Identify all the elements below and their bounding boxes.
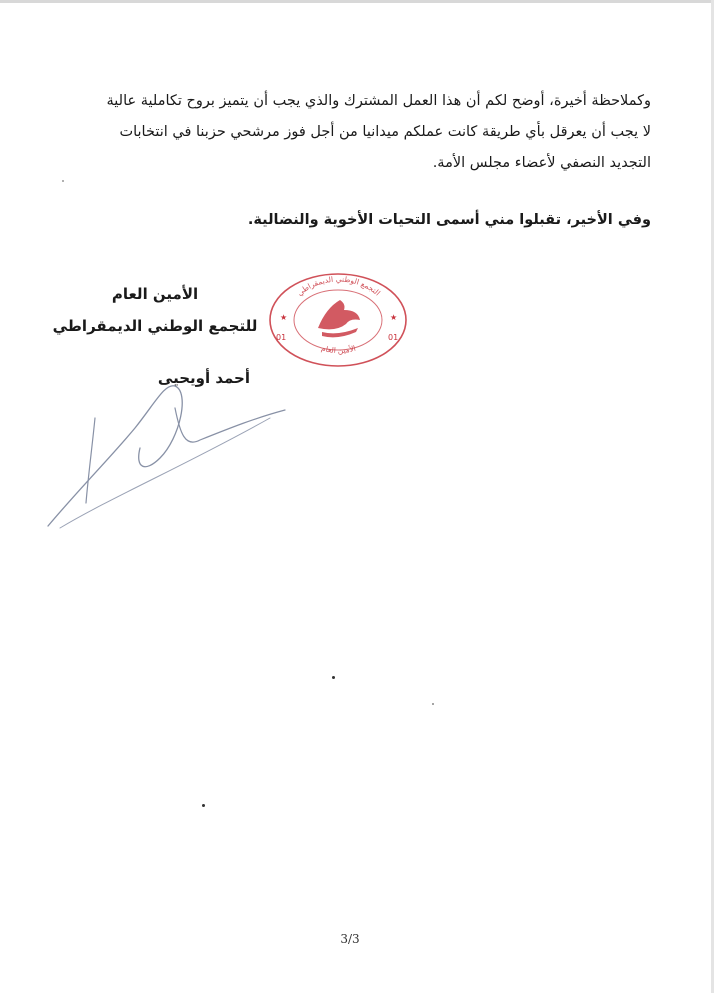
- stamp-bottom-text: الأمين العام: [320, 343, 357, 356]
- signatory-organization: للتجمع الوطني الديمقراطي: [52, 317, 258, 335]
- stamp-emblem-icon: [318, 300, 360, 337]
- stamp-number-right: 01: [388, 333, 399, 342]
- speck: [332, 676, 335, 679]
- svg-text:الأمين العام: [320, 343, 356, 355]
- stamp-number-left: 01: [276, 333, 287, 342]
- speck: [62, 180, 64, 182]
- party-stamp: [266, 270, 411, 370]
- paragraph-line-1: وكملاحظة أخيرة، أوضح لكم أن هذا العمل المشترك والذي يجب أن يتميز بروح تكاملية عالية: [106, 93, 651, 109]
- stamp-star-right: ★: [390, 313, 398, 322]
- closing-paragraph: [58, 86, 651, 179]
- paragraph-line-3: التجديد النصفي لأعضاء مجلس الأمة.: [432, 155, 651, 171]
- signatory-block: [40, 278, 270, 394]
- stamp-star-left: ★: [280, 313, 288, 322]
- signatory-name: أحمد أويحيى: [157, 369, 250, 387]
- closing-greeting: وفي الأخير، تقبلوا مني أسمى التحيات الأخوية والنضالية.: [247, 212, 651, 228]
- page-edge-top: [0, 0, 714, 3]
- speck: [432, 703, 434, 705]
- page-number: 3/3: [340, 932, 360, 946]
- paragraph-line-2: لا يجب أن يعرقل بأي طريقة كانت عملكم ميدانيا من أجل فوز مرشحي حزبنا في انتخابات: [119, 124, 651, 140]
- speck: [202, 804, 205, 807]
- signatory-title: الأمين العام: [111, 285, 199, 303]
- handwritten-signature: [40, 378, 290, 538]
- stamp-top-text: التجمع الوطني الديمقراطي: [295, 274, 382, 298]
